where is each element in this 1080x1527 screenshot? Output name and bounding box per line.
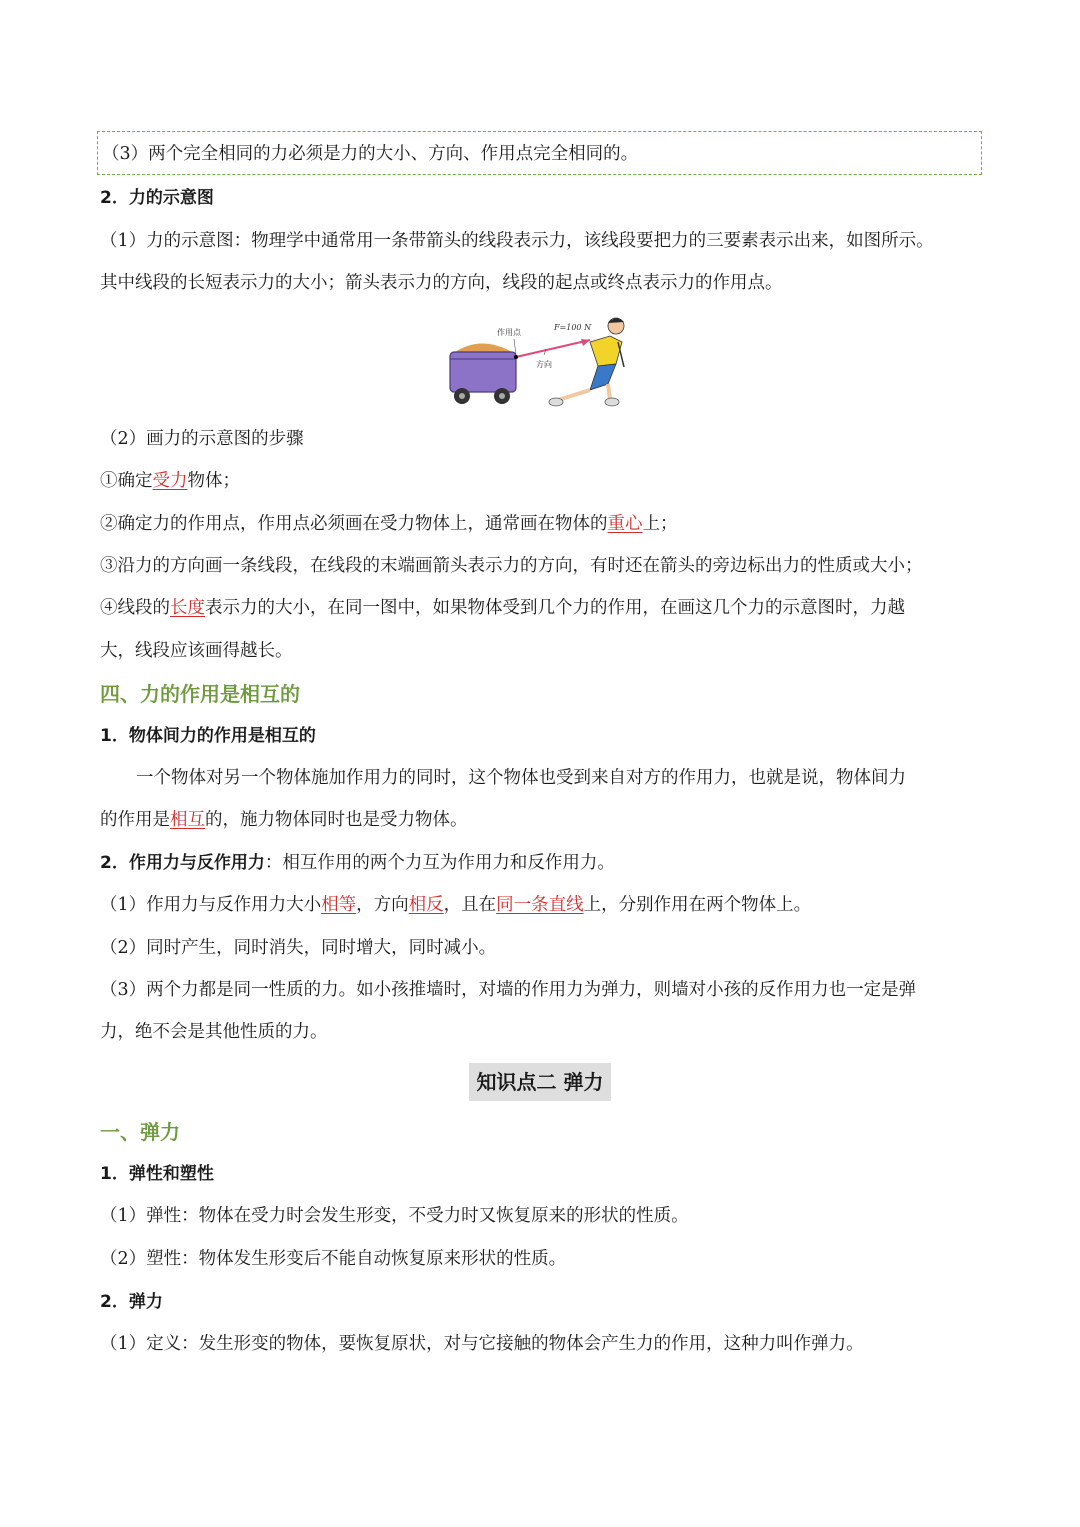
step-4: ④线段的长度表示力的大小，在同一图中，如果物体受到几个力的作用，在画这几个力的示意图时，力越 bbox=[100, 598, 905, 618]
boy-shirt bbox=[590, 336, 622, 366]
force-arrow-head bbox=[581, 339, 590, 346]
force-point-dot bbox=[514, 355, 518, 359]
step-1: ①确定受力物体； bbox=[100, 471, 240, 491]
step-2: ②确定力的作用点，作用点必须画在受力物体上，通常画在物体的重心上； bbox=[100, 514, 678, 534]
para-steps-title: （2）画力的示意图的步骤 bbox=[100, 429, 304, 449]
item-1: （1）作用力与反作用力大小相等，方向相反，且在同一条直线上，分别作用在两个物体上。 bbox=[100, 895, 812, 915]
keyword-same-line: 同一条直线 bbox=[496, 895, 584, 915]
keyword-mutual: 相互 bbox=[170, 810, 205, 830]
para-diagram-1a: （1）力的示意图：物理学中通常用一条带箭头的线段表示力，该线段要把力的三要素表示出来，如图所示。 bbox=[100, 231, 934, 251]
keyword-opposite: 相反 bbox=[408, 895, 444, 915]
label-force: F=100 N bbox=[554, 323, 592, 332]
force-diagram-figure bbox=[440, 312, 640, 412]
heading-force-diagram: 2．力的示意图 bbox=[100, 188, 214, 208]
note-text: （3）两个完全相同的力必须是力的大小、方向、作用点完全相同的。 bbox=[102, 144, 639, 164]
para-elasticity: （1）弹性：物体在受力时会发生形变，不受力时又恢复原来的形状的性质。 bbox=[100, 1206, 689, 1226]
heading-action-reaction: 2．作用力与反作用力：相互作用的两个力互为作用力和反作用力。 bbox=[100, 853, 615, 873]
keyword-center-of-gravity: 重心 bbox=[607, 514, 643, 534]
keyword-equal: 相等 bbox=[321, 895, 357, 915]
para-mutual-2: 的作用是相互的，施力物体同时也是受力物体。 bbox=[100, 810, 468, 830]
step-3: ③沿力的方向画一条线段，在线段的末端画箭头表示力的方向，有时还在箭头的旁边标出力的性质或大小； bbox=[100, 556, 923, 576]
item-3b: 力，绝不会是其他性质的力。 bbox=[100, 1022, 328, 1042]
cart-body bbox=[450, 352, 516, 392]
boy-shoe-front bbox=[605, 398, 619, 406]
boy-leg-back bbox=[558, 390, 590, 400]
boy-leg-front bbox=[608, 384, 610, 400]
boy-shoe-back bbox=[549, 398, 563, 406]
section-elastic-title: 一、弹力 bbox=[100, 1120, 180, 1144]
keyword-force-receiver: 受力 bbox=[152, 471, 188, 491]
step-4-cont: 大，线段应该画得越长。 bbox=[100, 641, 293, 661]
para-mutual-1: 一个物体对另一个物体施加作用力的同时，这个物体也受到来自对方的作用力，也就是说，物体间力 bbox=[136, 768, 906, 788]
item-2: （2）同时产生，同时消失，同时增大，同时减小。 bbox=[100, 938, 497, 958]
heading-elastic-force: 2．弹力 bbox=[100, 1292, 163, 1312]
boy-pants bbox=[590, 364, 616, 390]
para-diagram-1b: 其中线段的长短表示力的大小；箭头表示力的方向，线段的起点或终点表示力的作用点。 bbox=[100, 273, 783, 293]
section-four-title: 四、力的作用是相互的 bbox=[100, 682, 300, 706]
note-box bbox=[97, 131, 982, 175]
para-plasticity: （2）塑性：物体发生形变后不能自动恢复原来形状的性质。 bbox=[100, 1249, 567, 1269]
heading-mutual: 1．物体间力的作用是相互的 bbox=[100, 726, 316, 746]
label-direction: 方向 bbox=[536, 360, 552, 369]
keyword-length: 长度 bbox=[170, 598, 205, 618]
item-3a: （3）两个力都是同一性质的力。如小孩推墙时，对墙的作用力为弹力，则墙对小孩的反作用力也一定是弹 bbox=[100, 980, 917, 1000]
knowledge-point-title: 知识点二 弹力 bbox=[469, 1063, 611, 1101]
para-definition: （1）定义：发生形变的物体，要恢复原状，对与它接触的物体会产生力的作用，这种力叫作弹力。 bbox=[100, 1334, 864, 1354]
force-arrow-line bbox=[516, 340, 590, 357]
label-point: 作用点 bbox=[497, 328, 521, 337]
heading-elastic-plastic: 1．弹性和塑性 bbox=[100, 1164, 214, 1184]
